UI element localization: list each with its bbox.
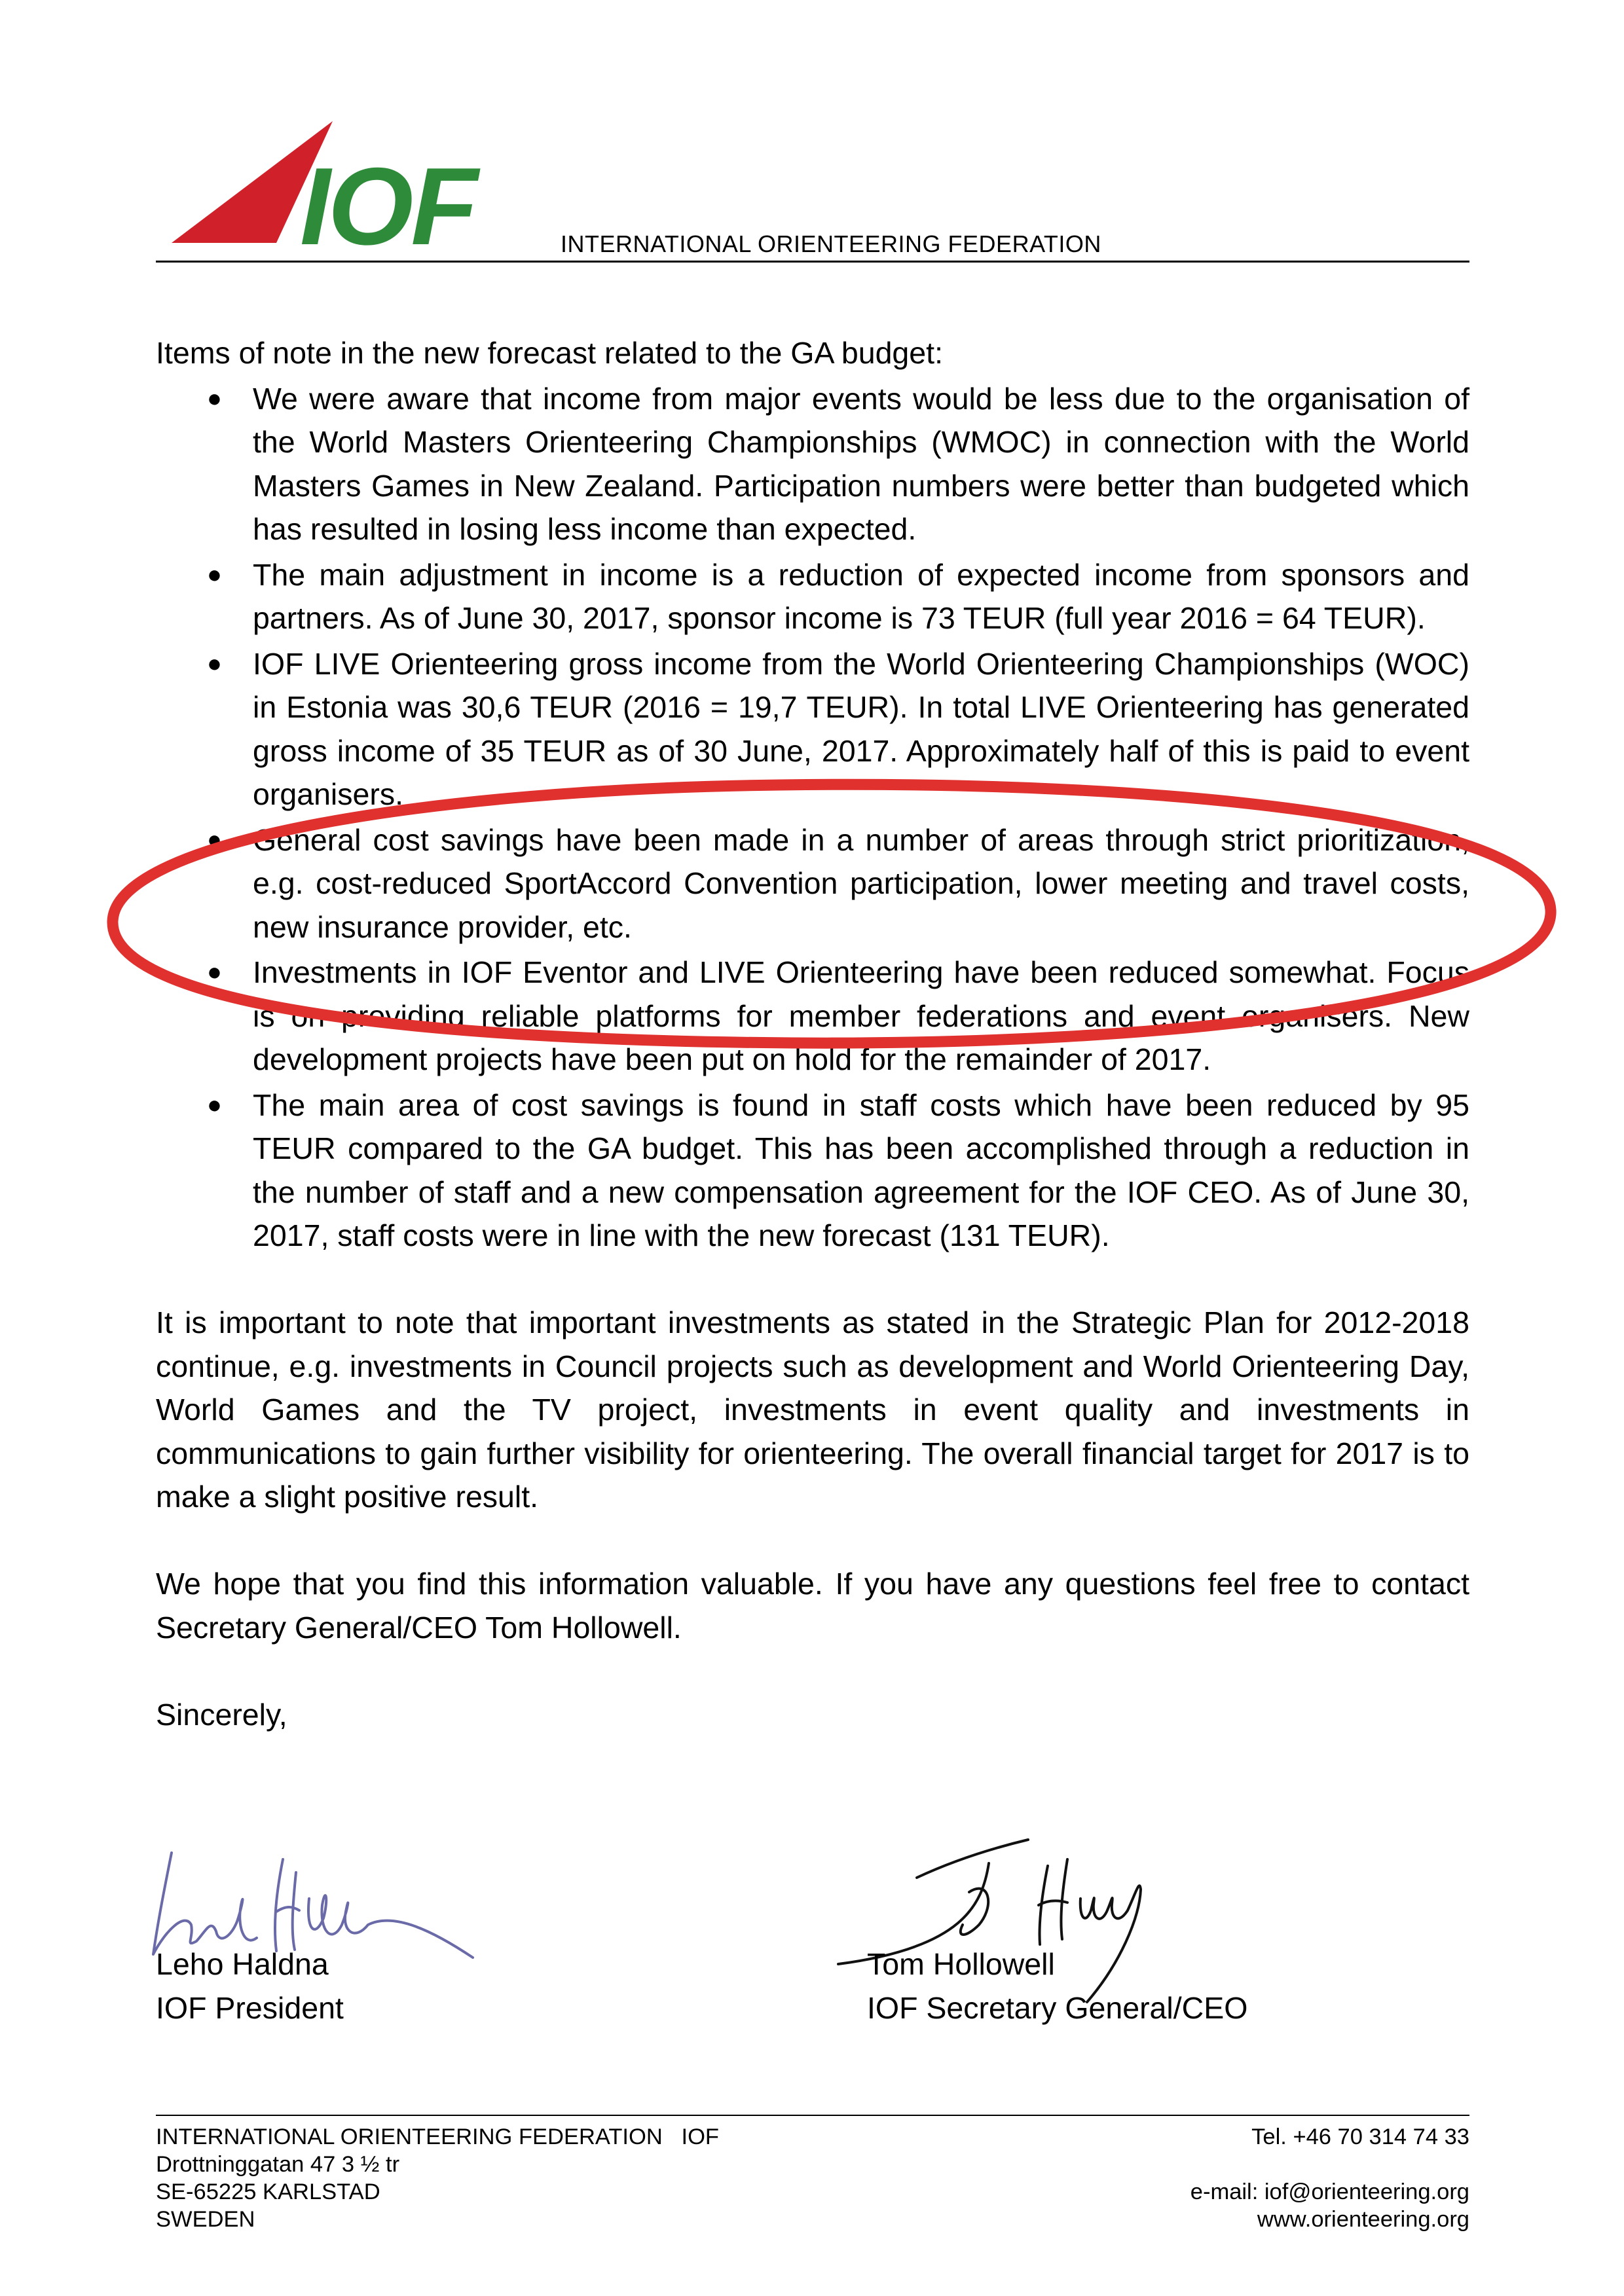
bullet-text: General cost savings have been made in a number of areas through strict prioritization, e.g. cost-reduced SportAccord Convention participation, lower meeting and travel costs, new insurance provider, etc. bbox=[253, 822, 1469, 944]
bullet-text: Investments in IOF Eventor and LIVE Orienteering have been reduced somewhat. Focus is on providing reliable platforms for member federations and event organisers. New development projects have been put on hold for the remainder of 2017. bbox=[253, 955, 1469, 1076]
intro-line: Items of note in the new forecast related to the GA budget: bbox=[156, 336, 943, 370]
closing-salutation: Sincerely, bbox=[156, 1697, 287, 1732]
letter-body bbox=[156, 331, 1469, 1736]
footer-website[interactable]: www.orienteering.org bbox=[1257, 2207, 1469, 2232]
footer-email[interactable]: e-mail: iof@orienteering.org bbox=[1190, 2179, 1469, 2204]
signatory-title: IOF President bbox=[156, 1990, 344, 2025]
signatory-name: Leho Haldna bbox=[156, 1947, 329, 1981]
footer-divider bbox=[156, 2115, 1469, 2116]
signatory-secretary-general bbox=[867, 1942, 1247, 2030]
footer-phone: Tel. +46 70 314 74 33 bbox=[1251, 2124, 1469, 2149]
list-item bbox=[156, 377, 1469, 551]
bullet-icon: ● bbox=[207, 649, 222, 678]
footer-org-line: INTERNATIONAL ORIENTEERING FEDERATION IOF bbox=[156, 2124, 720, 2149]
header-org-name: INTERNATIONAL ORIENTEERING FEDERATION bbox=[561, 230, 1101, 257]
bullet-icon: ● bbox=[207, 560, 222, 589]
header-divider bbox=[156, 261, 1469, 263]
list-item bbox=[156, 553, 1469, 640]
list-item bbox=[156, 1084, 1469, 1258]
iof-logo bbox=[172, 121, 506, 252]
bullet-icon: ● bbox=[207, 384, 222, 412]
footer-country: SWEDEN bbox=[156, 2207, 255, 2232]
contact-paragraph: We hope that you find this information valuable. If you have any questions feel free to contact Secretary General/CEO Tom Hollowell. bbox=[156, 1567, 1469, 1645]
signatory-name: Tom Hollowell bbox=[867, 1947, 1055, 1981]
bullet-icon: ● bbox=[207, 826, 222, 854]
strategic-plan-paragraph: It is important to note that important investments as stated in the Strategic Plan for 2012-2018 continue, e.g. investments in Council projects such as development and World Orienteering Day, World Games and the TV project, investments in event quality and investments in communications to gain further visibility for orienteering. The overall financial target for 2017 is to make a slight positive result. bbox=[156, 1305, 1469, 1514]
list-item bbox=[156, 642, 1469, 816]
signatory-president bbox=[156, 1942, 344, 2030]
footer-contact bbox=[1190, 2123, 1469, 2233]
footer-street: Drottninggatan 47 3 ½ tr bbox=[156, 2152, 400, 2177]
bullet-text: We were aware that income from major events would be less due to the organisation of the World Masters Orienteering Championships (WMOC) in connection with the World Masters Games in New Zealand. Participation numbers were better than budgeted which has resulted in losing less income than expected. bbox=[253, 381, 1469, 546]
notes-list bbox=[156, 377, 1469, 1258]
list-item bbox=[156, 818, 1469, 949]
bullet-text: The main adjustment in income is a reduction of expected income from sponsors and partners. As of June 30, 2017, sponsor income is 73 TEUR (full year 2016 = 64 TEUR). bbox=[253, 557, 1469, 635]
list-item bbox=[156, 951, 1469, 1082]
footer-spacer bbox=[1190, 2151, 1469, 2178]
footer-address bbox=[156, 2123, 719, 2233]
bullet-text: The main area of cost savings is found in staff costs which have been reduced by 95 TEUR compared to the GA budget. This has been accomplished through a reduction in the number of staff and a new compensation agreement for the IOF CEO. As of June 30, 2017, staff costs were in line with the new forecast (131 TEUR). bbox=[253, 1087, 1469, 1252]
signatory-title: IOF Secretary General/CEO bbox=[867, 1990, 1248, 2025]
footer-city: SE-65225 KARLSTAD bbox=[156, 2179, 380, 2204]
logo-text: IOF bbox=[300, 145, 475, 252]
bullet-icon: ● bbox=[207, 958, 222, 986]
bullet-text: IOF LIVE Orienteering gross income from the World Orienteering Championships (WOC) in Estonia was 30,6 TEUR (2016 = 19,7 TEUR). In total LIVE Orienteering has generated gross income of 35 TEUR as of 30 June, 2017. Approximately half of this is paid to event organisers. bbox=[253, 646, 1469, 811]
bullet-icon: ● bbox=[207, 1091, 222, 1119]
